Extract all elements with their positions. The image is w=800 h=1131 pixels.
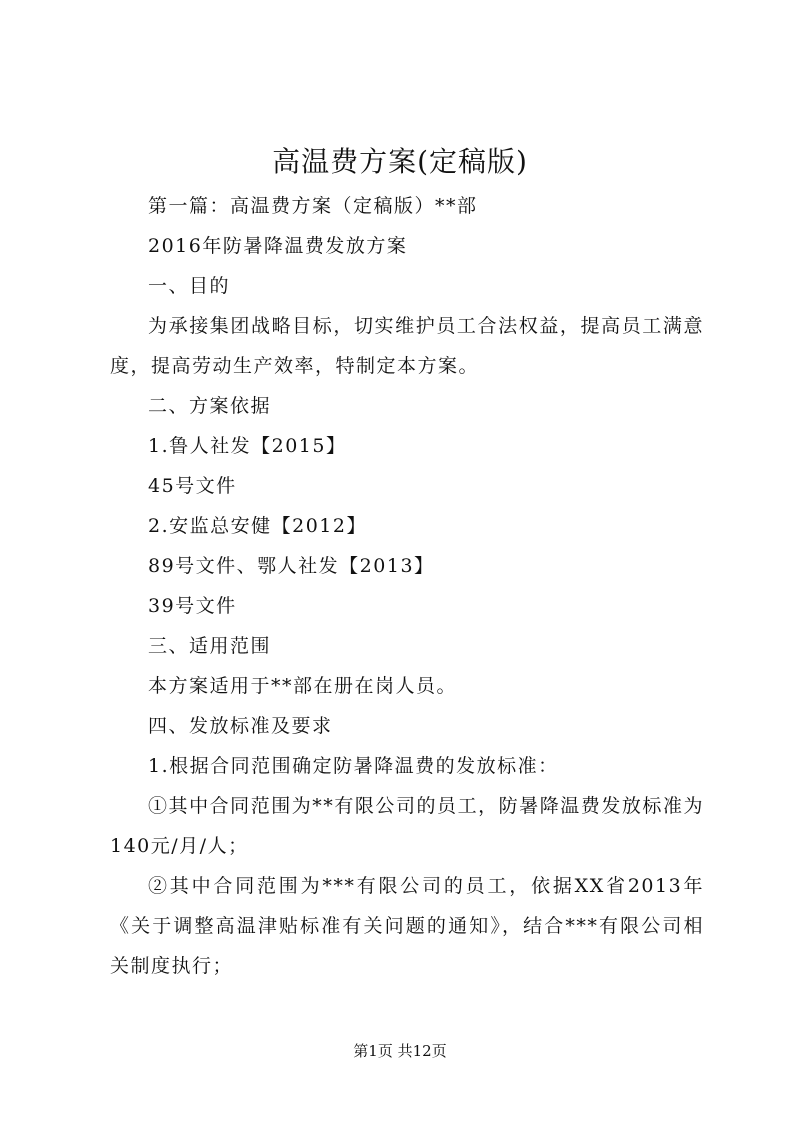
section-heading-purpose: 一、目的 — [148, 275, 231, 297]
document-body — [110, 186, 704, 986]
paragraph-purpose: 为承接集团战略目标，切实维护员工合法权益，提高员工满意度，提高劳动生产效率，特制定本方案。 — [110, 315, 704, 377]
paragraph-basis-3-doc: 39号文件 — [148, 595, 237, 617]
paragraph-scope: 本方案适用于**部在册在岗人员。 — [148, 675, 458, 697]
paragraph-basis-1-doc: 45号文件 — [148, 475, 237, 497]
paragraph-basis-2: 2.安监总安健【2012】 — [148, 515, 367, 537]
paragraph-plan-name: 2016年防暑降温费发放方案 — [148, 235, 408, 257]
paragraph-standard-2: ②其中合同范围为***有限公司的员工，依据XX省2013年《关于调整高温津贴标准有关问题的通知》，结合***有限公司相关制度执行； — [110, 875, 704, 977]
paragraph-standard-1: ①其中合同范围为**有限公司的员工，防暑降温费发放标准为140元/月/人； — [110, 795, 704, 857]
section-heading-standards: 四、发放标准及要求 — [148, 715, 333, 737]
page-number-footer: 第1页 共12页 — [353, 1042, 447, 1060]
paragraph-standard-intro: 1.根据合同范围确定防暑降温费的发放标准： — [148, 755, 559, 777]
section-heading-basis: 二、方案依据 — [148, 395, 272, 417]
section-heading-scope: 三、适用范围 — [148, 635, 272, 657]
paragraph-basis-1: 1.鲁人社发【2015】 — [148, 435, 347, 457]
paragraph-chapter-heading: 第一篇：高温费方案（定稿版）**部 — [148, 195, 478, 217]
paragraph-basis-2-doc: 89号文件、鄂人社发【2013】 — [148, 555, 435, 577]
document-title: 高温费方案(定稿版) — [272, 145, 528, 178]
